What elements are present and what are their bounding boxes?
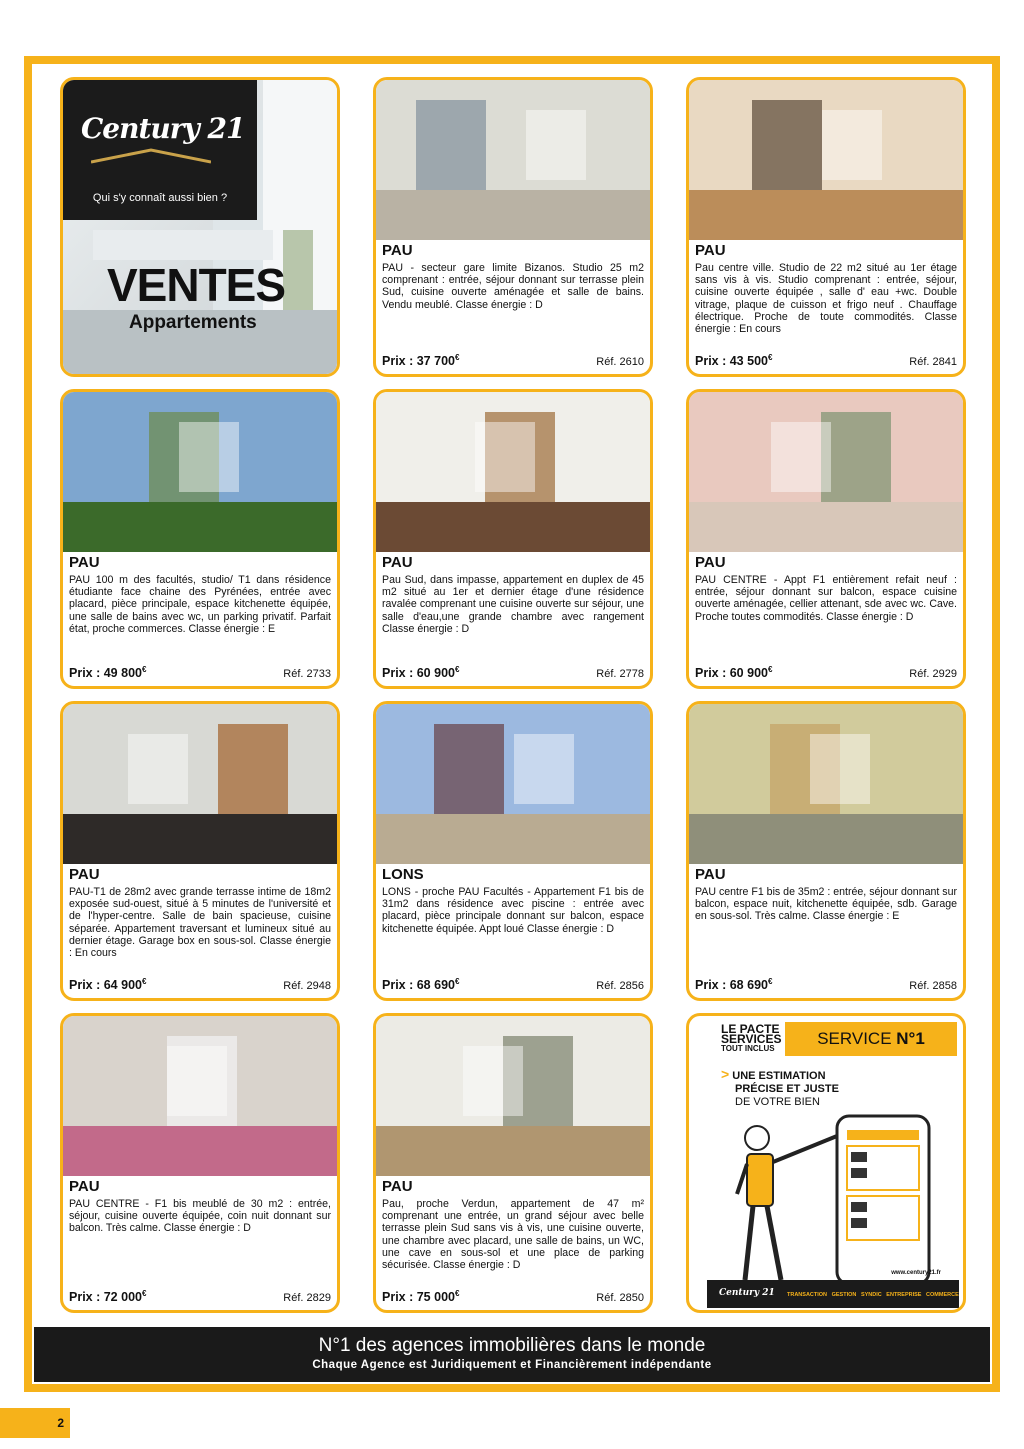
listing-city: PAU xyxy=(69,866,100,883)
pacte-line3: TOUT INCLUS xyxy=(721,1044,775,1053)
price-value: Prix : 43 500 xyxy=(695,354,768,368)
listing-photo xyxy=(689,392,963,552)
point-line3: DE VOTRE BIEN xyxy=(735,1096,820,1108)
listing-card[interactable] xyxy=(373,389,653,689)
listing-photo xyxy=(376,80,650,240)
price-value: Prix : 60 900 xyxy=(695,666,768,680)
price-currency: € xyxy=(767,352,773,362)
listing-city: PAU xyxy=(69,554,100,571)
listing-price xyxy=(695,977,772,992)
service-banner xyxy=(785,1022,957,1056)
arrow-icon: > xyxy=(721,1066,730,1082)
listing-card[interactable] xyxy=(373,77,653,377)
point-line1: UNE ESTIMATION xyxy=(732,1070,826,1082)
footer-line1: N°1 des agences immobilières dans le monde xyxy=(318,1335,706,1356)
price-currency: € xyxy=(454,1288,460,1298)
pacte-line2: SERVICES xyxy=(721,1032,782,1046)
listing-photo xyxy=(376,1016,650,1176)
listing-price xyxy=(382,665,459,680)
listing-ref: Réf. 2778 xyxy=(596,668,644,680)
listing-photo xyxy=(376,704,650,864)
listing-city: LONS xyxy=(382,866,424,883)
listing-description: PAU-T1 de 28m2 avec grande terrasse intime de 18m2 exposée sud-ouest, situé à 5 minutes de l'université et de l'hyper-centre. Salle de bain spacieuse, cuisine séparée. Appartement traversant et lumineux situé au dernier étage. Garage box en sous-sol. Classe énergie : En cours xyxy=(69,886,331,960)
listing-photo xyxy=(63,704,337,864)
price-value: Prix : 68 690 xyxy=(695,978,768,992)
subheadline: Appartements xyxy=(129,312,257,333)
price-currency: € xyxy=(141,1288,147,1298)
listing-description: LONS - proche PAU Facultés - Appartement F1 bis de 31m2 dans résidence avec piscine : entrée avec placard, pièce principale donnant sur balcon, espace kitchenette équipée. Appt loué Classe énergie : D xyxy=(382,886,644,935)
headline: VENTES xyxy=(107,259,286,311)
service-number: N°1 xyxy=(896,1029,925,1048)
listing-description: PAU centre F1 bis de 35m2 : entrée, séjour donnant sur balcon, espace nuit, kitchenette équipée, sdb. Garage en sous-sol. Très calme. Classe énergie : E xyxy=(695,886,957,923)
listing-photo xyxy=(376,392,650,552)
price-currency: € xyxy=(454,352,460,362)
listing-price xyxy=(695,353,772,368)
listing-price xyxy=(69,1289,146,1304)
listing-description: PAU CENTRE - Appt F1 entièrement refait neuf : entrée, séjour donnant sur balcon, espace cuisine ouverte aménagée, cellier attenant, sde avec wc. Cave. Proche toutes commodités. Classe énergie : D xyxy=(695,574,957,623)
listing-ref: Réf. 2948 xyxy=(283,980,331,992)
listing-card[interactable] xyxy=(373,701,653,1001)
listing-photo xyxy=(63,392,337,552)
listing-description: PAU 100 m des facultés, studio/ T1 dans résidence étudiante face chaine des Pyrénées, entrée avec placard, pièce principale, espace kitchenette équipée, une salle de bains avec wc, un parking privatif. Parfait état, proche commerces. Classe énergie : E xyxy=(69,574,331,635)
century21-logo: Century 21 xyxy=(81,112,245,145)
listing-price xyxy=(382,353,459,368)
pacte-badge xyxy=(721,1024,781,1054)
listing-photo xyxy=(63,1016,337,1176)
service-bar xyxy=(707,1280,959,1308)
listing-description: Pau Sud, dans impasse, appartement en duplex de 45 m2 situé au 1er et dernier étage d'une résidence ravalée comprenant une cuisine ouverte sur séjour, une salle d'eau,une grande chambre avec rangement Classe énergie : D xyxy=(382,574,644,635)
listing-card[interactable] xyxy=(60,389,340,689)
price-currency: € xyxy=(141,664,147,674)
price-currency: € xyxy=(767,664,773,674)
price-value: Prix : 72 000 xyxy=(69,1290,142,1304)
listing-ref: Réf. 2829 xyxy=(283,1292,331,1304)
listing-price xyxy=(69,665,146,680)
listing-city: PAU xyxy=(382,1178,413,1195)
listing-description: PAU CENTRE - F1 bis meublé de 30 m2 : entrée, séjour, cuisine ouverte équipée, coin nuit donnant sur balcon. Très calme. Classe énergie : D xyxy=(69,1198,331,1235)
listing-city: PAU xyxy=(382,554,413,571)
price-value: Prix : 60 900 xyxy=(382,666,455,680)
listing-city: PAU xyxy=(382,242,413,259)
service-points xyxy=(721,1068,839,1109)
price-value: Prix : 37 700 xyxy=(382,354,455,368)
listing-price xyxy=(69,977,146,992)
brand-tagline: Qui s'y connaît aussi bien ? xyxy=(92,192,228,204)
price-value: Prix : 75 000 xyxy=(382,1290,455,1304)
listing-city: PAU xyxy=(695,242,726,259)
listing-card[interactable] xyxy=(686,77,966,377)
page-number: 2 xyxy=(57,1416,64,1430)
listing-photo xyxy=(689,704,963,864)
listing-card[interactable] xyxy=(60,701,340,1001)
listing-ref: Réf. 2929 xyxy=(909,668,957,680)
website-text: www.century21.fr xyxy=(891,1270,941,1276)
footer-banner xyxy=(34,1327,990,1382)
listing-photo xyxy=(689,80,963,240)
listing-description: Pau, proche Verdun, appartement de 47 m² comprenant une entrée, un grand séjour avec belle terrasse plein Sud sans vis à vis, une cuisine ouverte, une chambre avec placard, une salle de bains, un WC, une cave en sous-sol et une place de parking sécurisée. Classe énergie : D xyxy=(382,1198,644,1272)
footer-line2: Chaque Agence est Juridiquement et Financièrement indépendante xyxy=(312,1359,712,1371)
price-currency: € xyxy=(454,976,460,986)
listing-city: PAU xyxy=(695,554,726,571)
listing-price xyxy=(382,1289,459,1304)
point-line2: PRÉCISE ET JUSTE xyxy=(735,1083,839,1095)
listing-card[interactable] xyxy=(373,1013,653,1313)
listing-card[interactable] xyxy=(60,1013,340,1313)
service-ad-card xyxy=(686,1013,966,1313)
listing-ref: Réf. 2858 xyxy=(909,980,957,992)
listing-card[interactable] xyxy=(686,701,966,1001)
listing-city: PAU xyxy=(69,1178,100,1195)
listing-ref: Réf. 2733 xyxy=(283,668,331,680)
listing-price xyxy=(382,977,459,992)
service-label: SERVICE xyxy=(817,1029,897,1048)
logo-block xyxy=(63,80,257,220)
listing-card[interactable] xyxy=(686,389,966,689)
listing-ref: Réf. 2610 xyxy=(596,356,644,368)
listing-description: PAU - secteur gare limite Bizanos. Studio 25 m2 comprenant : entrée, séjour donnant sur terrasse plein Sud, cuisine ouverte aménagée et salle de bains. Vendu meublé. Classe énergie : D xyxy=(382,262,644,311)
listing-description: Pau centre ville. Studio de 22 m2 situé au 1er étage sans vis à vis. Studio comprenant : entrée, séjour, cuisine ouverte équipée , salle d' eau +wc. Double vitrage, plaque de cuisson et frigo neuf . Chauffage électrique. Proche de toute commodités. Classe énergie : En cours xyxy=(695,262,957,336)
listing-ref: Réf. 2856 xyxy=(596,980,644,992)
brand-card xyxy=(60,77,340,377)
mini-logo: Century 21 xyxy=(719,1288,775,1298)
roof-icon xyxy=(91,148,211,164)
price-value: Prix : 64 900 xyxy=(69,978,142,992)
service-bar-items: TRANSACTION GESTION SYNDIC ENTREPRISE COMMERCE xyxy=(787,1292,959,1298)
price-value: Prix : 49 800 xyxy=(69,666,142,680)
listing-city: PAU xyxy=(695,866,726,883)
listing-ref: Réf. 2850 xyxy=(596,1292,644,1304)
listing-price xyxy=(695,665,772,680)
page-number-tab xyxy=(0,1408,70,1438)
price-value: Prix : 68 690 xyxy=(382,978,455,992)
price-currency: € xyxy=(767,976,773,986)
pacte-line1: LE PACTE xyxy=(721,1022,780,1036)
listing-ref: Réf. 2841 xyxy=(909,356,957,368)
price-currency: € xyxy=(141,976,147,986)
price-currency: € xyxy=(454,664,460,674)
